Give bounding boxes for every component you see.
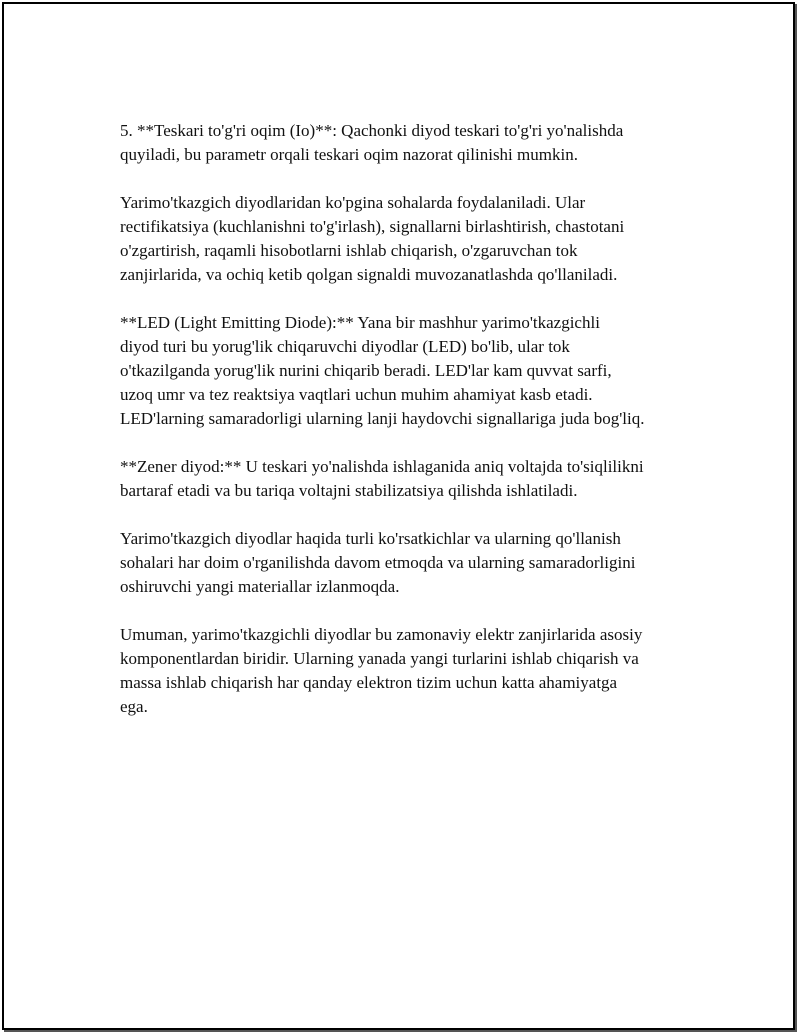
text-line: rectifikatsiya (kuchlanishni to'g'irlash), signallarni birlashtirish, chastotani	[120, 217, 625, 236]
paragraph-zener	[120, 455, 700, 503]
paragraph-led	[120, 311, 700, 431]
document-body	[120, 119, 700, 743]
text-line: 5. **Teskari to'g'ri oqim (Io)**: Qachonki diyod teskari to'g'ri yo'nalishda	[120, 121, 624, 140]
paragraph-diode-applications	[120, 191, 700, 287]
paragraph-reverse-current	[120, 119, 700, 167]
text-line: **Zener diyod:** U teskari yo'nalishda ishlaganida aniq voltajda to'siqlilikni	[120, 457, 644, 476]
text-line: oshiruvchi yangi materiallar izlanmoqda.	[120, 577, 400, 596]
text-line: o'tkazilganda yorug'lik nurini chiqarib beradi. LED'lar kam quvvat sarfi,	[120, 361, 612, 380]
paragraph-conclusion	[120, 623, 700, 719]
text-line: komponentlardan biridir. Ularning yanada yangi turlarini ishlab chiqarish va	[120, 649, 639, 668]
text-line: quyiladi, bu parametr orqali teskari oqim nazorat qilinishi mumkin.	[120, 145, 578, 164]
text-line: o'zgartirish, raqamli hisobotlarni ishlab chiqarish, o'zgaruvchan tok	[120, 241, 578, 260]
text-line: zanjirlarida, va ochiq ketib qolgan signaldi muvozanatlashda qo'llaniladi.	[120, 265, 618, 284]
text-line: diyod turi bu yorug'lik chiqaruvchi diyodlar (LED) bo'lib, ular tok	[120, 337, 570, 356]
text-line: LED'larning samaradorligi ularning lanji haydovchi signallariga juda bog'liq.	[120, 409, 645, 428]
text-line: ega.	[120, 697, 148, 716]
text-line: Umuman, yarimo'tkazgichli diyodlar bu zamonaviy elektr zanjirlarida asosiy	[120, 625, 643, 644]
text-line: Yarimo'tkazgich diyodlar haqida turli ko'rsatkichlar va ularning qo'llanish	[120, 529, 621, 548]
text-line: Yarimo'tkazgich diyodlaridan ko'pgina sohalarda foydalaniladi. Ular	[120, 193, 586, 212]
paragraph-research	[120, 527, 700, 599]
text-line: bartaraf etadi va bu tariqa voltajni stabilizatsiya qilishda ishlatiladi.	[120, 481, 578, 500]
text-line: uzoq umr va tez reaktsiya vaqtlari uchun muhim ahamiyat kasb etadi.	[120, 385, 593, 404]
text-line: massa ishlab chiqarish har qanday elektron tizim uchun katta ahamiyatga	[120, 673, 618, 692]
text-line: sohalari har doim o'rganilishda davom etmoqda va ularning samaradorligini	[120, 553, 636, 572]
text-line: **LED (Light Emitting Diode):** Yana bir mashhur yarimo'tkazgichli	[120, 313, 600, 332]
document-page	[2, 2, 795, 1030]
